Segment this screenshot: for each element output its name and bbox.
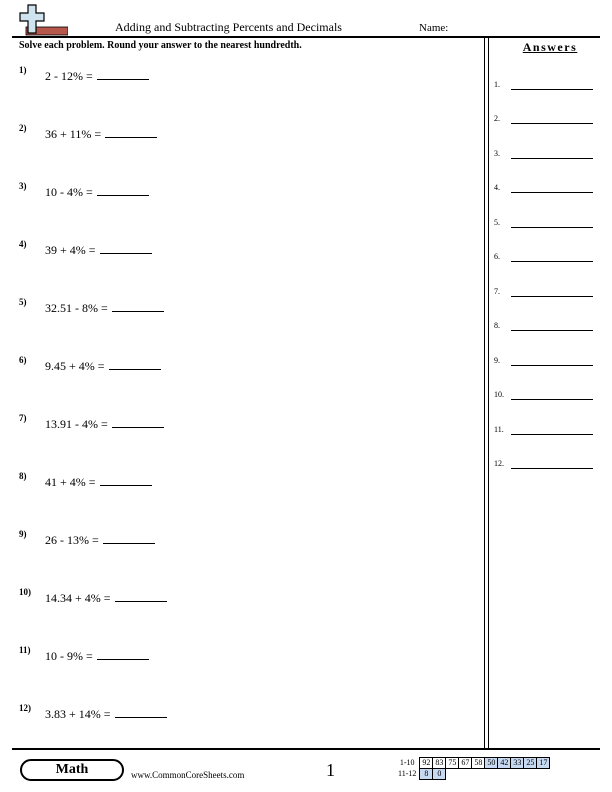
problem-expression: 39 + 4% = bbox=[45, 243, 96, 257]
answer-row bbox=[494, 390, 594, 404]
answer-number: 7. bbox=[494, 287, 500, 296]
answer-row bbox=[494, 149, 594, 163]
problem-number: 8) bbox=[19, 471, 27, 481]
instructions: Solve each problem. Round your answer to the nearest hundredth. bbox=[19, 40, 302, 51]
problem-expression-row bbox=[45, 531, 155, 548]
answer-row bbox=[494, 114, 594, 128]
answer-blank[interactable] bbox=[112, 299, 164, 312]
answer-number: 8. bbox=[494, 321, 500, 330]
answer-row bbox=[494, 252, 594, 266]
answer-row bbox=[494, 218, 594, 232]
problem-number: 4) bbox=[19, 239, 27, 249]
answer-line[interactable] bbox=[511, 192, 593, 193]
problem-expression-row bbox=[45, 589, 167, 606]
page-number: 1 bbox=[326, 760, 335, 780]
problem-expression: 3.83 + 14% = bbox=[45, 707, 111, 721]
score-range-label: 1-10 bbox=[399, 758, 415, 767]
answer-row bbox=[494, 459, 594, 473]
answer-blank[interactable] bbox=[97, 647, 149, 660]
problem-number: 10) bbox=[19, 587, 31, 597]
score-cell: 67 bbox=[459, 758, 472, 769]
answer-line[interactable] bbox=[511, 399, 593, 400]
problem-number: 7) bbox=[19, 413, 27, 423]
problem-number: 1) bbox=[19, 65, 27, 75]
footer-rule bbox=[12, 748, 600, 750]
problem-number: 5) bbox=[19, 297, 27, 307]
problem-number: 2) bbox=[19, 123, 27, 133]
score-cell: 42 bbox=[498, 758, 511, 769]
answer-blank[interactable] bbox=[100, 473, 152, 486]
answer-number: 5. bbox=[494, 218, 500, 227]
answer-number: 9. bbox=[494, 356, 500, 365]
problem-expression: 41 + 4% = bbox=[45, 475, 96, 489]
answer-line[interactable] bbox=[511, 123, 593, 124]
site-url: www.CommonCoreSheets.com bbox=[131, 770, 245, 780]
problem-expression-row bbox=[45, 125, 157, 142]
problem-expression: 10 - 4% = bbox=[45, 185, 93, 199]
score-cell: 50 bbox=[485, 758, 498, 769]
math-badge: Math bbox=[20, 759, 124, 781]
problem-expression-row bbox=[45, 415, 164, 432]
score-cell: 17 bbox=[537, 758, 550, 769]
score-row bbox=[396, 758, 550, 769]
column-divider bbox=[484, 37, 485, 748]
column-divider bbox=[488, 37, 489, 748]
answer-row bbox=[494, 321, 594, 335]
answer-number: 2. bbox=[494, 114, 500, 123]
answer-line[interactable] bbox=[511, 296, 593, 297]
answer-row bbox=[494, 183, 594, 197]
answer-line[interactable] bbox=[511, 365, 593, 366]
answer-blank[interactable] bbox=[105, 125, 157, 138]
answer-line[interactable] bbox=[511, 89, 593, 90]
problem-expression: 26 - 13% = bbox=[45, 533, 99, 547]
answer-number: 6. bbox=[494, 252, 500, 261]
problem-expression-row bbox=[45, 705, 167, 722]
answer-row bbox=[494, 80, 594, 94]
problem-expression: 13.91 - 4% = bbox=[45, 417, 108, 431]
problem-expression: 9.45 + 4% = bbox=[45, 359, 105, 373]
problem-expression-row bbox=[45, 241, 152, 258]
answer-blank[interactable] bbox=[109, 357, 161, 370]
answer-number: 10. bbox=[494, 390, 504, 399]
score-row bbox=[396, 769, 550, 780]
answer-row bbox=[494, 425, 594, 439]
page-title: Adding and Subtracting Percents and Decimals bbox=[115, 20, 342, 34]
problem-number: 11) bbox=[19, 645, 31, 655]
problem-number: 3) bbox=[19, 181, 27, 191]
score-cell: 25 bbox=[524, 758, 537, 769]
answer-blank[interactable] bbox=[112, 415, 164, 428]
problem-expression-row bbox=[45, 647, 149, 664]
answer-row bbox=[494, 287, 594, 301]
score-cell: 92 bbox=[420, 758, 433, 769]
problem-expression-row bbox=[45, 183, 149, 200]
answer-line[interactable] bbox=[511, 434, 593, 435]
answer-number: 3. bbox=[494, 149, 500, 158]
problem-expression: 32.51 - 8% = bbox=[45, 301, 108, 315]
problem-expression: 36 + 11% = bbox=[45, 127, 102, 141]
score-cell: 8 bbox=[420, 769, 433, 780]
header-rule bbox=[12, 36, 600, 38]
score-cell: 33 bbox=[511, 758, 524, 769]
answer-line[interactable] bbox=[511, 158, 593, 159]
plus-logo-icon bbox=[16, 4, 68, 36]
answer-blank[interactable] bbox=[97, 67, 149, 80]
answer-blank[interactable] bbox=[115, 705, 167, 718]
problem-expression-row bbox=[45, 67, 149, 84]
problem-number: 6) bbox=[19, 355, 27, 365]
answer-row bbox=[494, 356, 594, 370]
problem-expression-row bbox=[45, 473, 152, 490]
problem-expression: 14.34 + 4% = bbox=[45, 591, 111, 605]
name-label: Name: bbox=[419, 22, 449, 34]
score-range-label: 11-12 bbox=[398, 769, 417, 778]
answer-blank[interactable] bbox=[97, 183, 149, 196]
answer-blank[interactable] bbox=[100, 241, 152, 254]
answer-number: 1. bbox=[494, 80, 500, 89]
problem-expression: 10 - 9% = bbox=[45, 649, 93, 663]
problem-expression-row bbox=[45, 299, 164, 316]
answer-line[interactable] bbox=[511, 468, 593, 469]
answer-blank[interactable] bbox=[115, 589, 167, 602]
score-cell: 58 bbox=[472, 758, 485, 769]
problem-expression: 2 - 12% = bbox=[45, 69, 93, 83]
score-cell: 75 bbox=[446, 758, 459, 769]
answer-number: 11. bbox=[494, 425, 504, 434]
problem-expression-row bbox=[45, 357, 161, 374]
problem-number: 9) bbox=[19, 529, 27, 539]
problem-number: 12) bbox=[19, 703, 31, 713]
score-cell: 83 bbox=[433, 758, 446, 769]
answer-line[interactable] bbox=[511, 330, 593, 331]
score-cell: 0 bbox=[433, 769, 446, 780]
answer-blank[interactable] bbox=[103, 531, 155, 544]
answer-line[interactable] bbox=[511, 261, 593, 262]
answer-number: 4. bbox=[494, 183, 500, 192]
answers-title: Answers bbox=[522, 40, 578, 54]
score-table bbox=[396, 757, 550, 780]
answer-line[interactable] bbox=[511, 227, 593, 228]
answer-number: 12. bbox=[494, 459, 504, 468]
